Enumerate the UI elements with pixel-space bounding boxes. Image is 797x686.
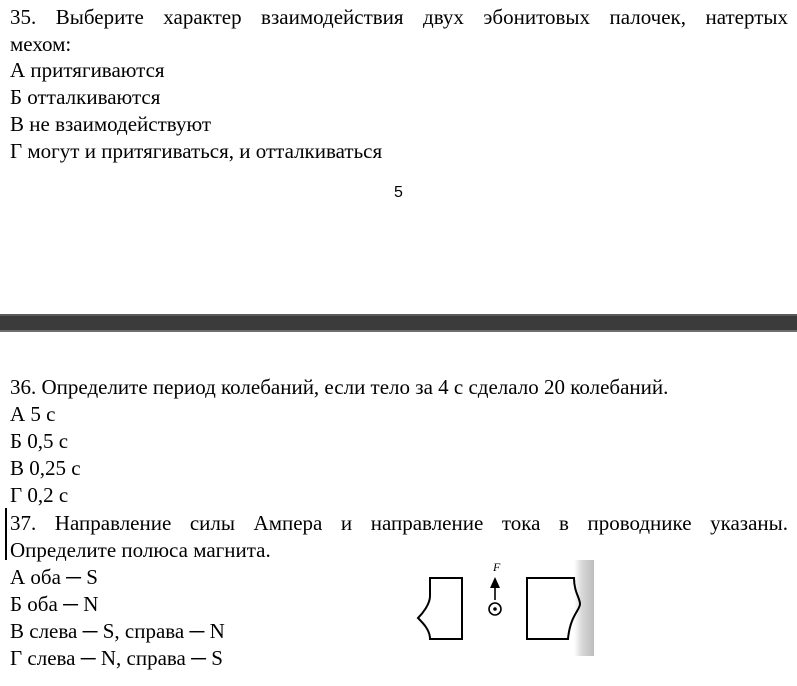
left-magnet-pole: [418, 578, 462, 639]
q36-option-c: В 0,25 с: [10, 456, 81, 480]
q36-question: 36. Определите период колебаний, если тело за 4 с сделало 20 колебаний.: [10, 375, 669, 399]
q35-option-b: Б отталкиваются: [10, 85, 161, 109]
current-direction-dot: [493, 607, 497, 611]
magnet-figure: [410, 560, 595, 656]
q37-option-b: Б оба ─ N: [10, 592, 99, 616]
page-number: 5: [394, 184, 403, 201]
right-magnet-pole: [527, 578, 580, 639]
q35-question-line2: мехом:: [10, 32, 72, 56]
force-label: F: [493, 560, 501, 574]
q37-question-line2: Определите полюса магнита.: [10, 538, 271, 562]
q37-option-c: В слева ─ S, справа ─ N: [10, 619, 225, 643]
q35-question-line1: 35. Выберите характер взаимодействия двух эбонитовых палочек, натертых: [10, 5, 788, 29]
q37-option-a: А оба ─ S: [10, 565, 98, 589]
q36-option-d: Г 0,2 с: [10, 483, 69, 507]
q35-option-d: Г могут и притягиваться, и отталкиваться: [10, 139, 383, 163]
q35-option-a: А притягиваются: [10, 58, 165, 82]
q37-question-line1: 37. Направление силы Ампера и направление тока в проводнике указаны.: [10, 511, 788, 535]
q37-option-d: Г слева ─ N, справа ─ S: [10, 646, 223, 670]
q37-margin-marker: [5, 508, 7, 560]
q36-option-b: Б 0,5 с: [10, 429, 69, 453]
page-separator: [0, 314, 797, 332]
force-arrow-head: [490, 577, 500, 588]
q35-option-c: В не взаимодействуют: [10, 112, 212, 136]
q36-option-a: А 5 с: [10, 402, 56, 426]
